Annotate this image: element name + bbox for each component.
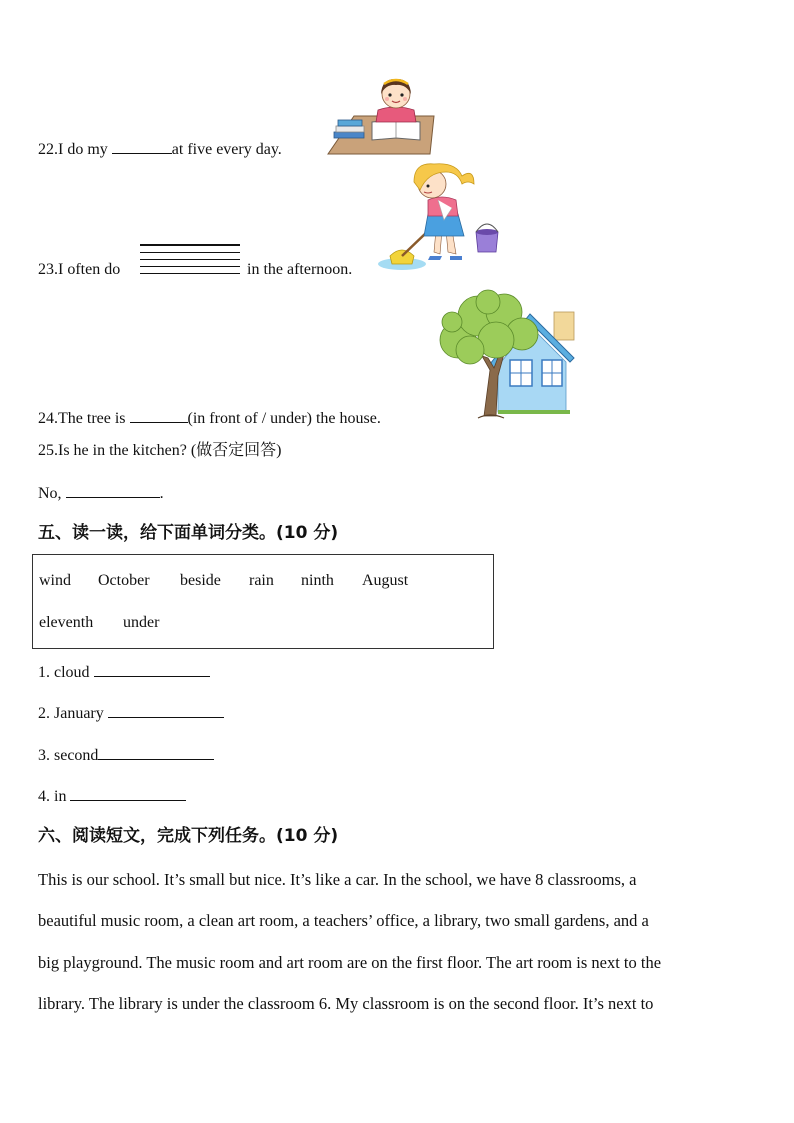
girl-mopping-illustration bbox=[378, 160, 502, 276]
q22-text-before: 22.I do my bbox=[38, 141, 108, 158]
q25-answer-suffix: . bbox=[159, 485, 164, 502]
word-bank-item: eleventh bbox=[39, 614, 94, 631]
classify-item-2 bbox=[38, 703, 224, 724]
section-5-heading: 五、读一读，给下面单词分类。(10 分) bbox=[38, 523, 339, 543]
classify-item-4 bbox=[38, 786, 186, 807]
word-bank-item: October bbox=[98, 572, 150, 589]
question-23 bbox=[38, 260, 120, 280]
word-bank-item: rain bbox=[249, 572, 274, 589]
q23-text-before: 23.I often do bbox=[38, 261, 121, 278]
classify-blank-1[interactable] bbox=[94, 662, 210, 677]
q22-blank[interactable] bbox=[112, 139, 172, 154]
reading-passage-line: big playground. The music room and art room are on the first floor. The art room is next to the bbox=[38, 953, 662, 972]
girl-doing-homework-illustration bbox=[326, 76, 438, 158]
reading-passage-line: This is our school. It’s small but nice. It’s like a car. In the school, we have 8 classrooms, a bbox=[38, 870, 637, 889]
q25-answer-prefix: No, bbox=[38, 485, 62, 502]
q24-text-before: 24.The tree is bbox=[38, 410, 126, 427]
classify-item-1 bbox=[38, 662, 210, 683]
q24-text-after: (in front of / under) the house. bbox=[187, 410, 381, 427]
word-bank-box bbox=[32, 554, 494, 649]
question-22 bbox=[38, 139, 282, 160]
word-bank-item: August bbox=[362, 572, 409, 589]
section-6-heading: 六、阅读短文，完成下列任务。(10 分) bbox=[38, 826, 339, 846]
classify-item-label: 3. second bbox=[38, 747, 99, 764]
word-bank-item: ninth bbox=[301, 572, 334, 589]
classify-item-label: 4. in bbox=[38, 788, 67, 805]
q22-text-after: at five every day. bbox=[171, 141, 282, 158]
classify-blank-4[interactable] bbox=[70, 786, 186, 801]
reading-passage-line: beautiful music room, a clean art room, a teachers’ office, a library, two small gardens, and a bbox=[38, 911, 649, 930]
word-bank-item: beside bbox=[180, 572, 221, 589]
classify-blank-3[interactable] bbox=[98, 745, 214, 760]
question-25: 25.Is he in the kitchen? (做否定回答) bbox=[38, 442, 282, 459]
q24-blank[interactable] bbox=[130, 408, 188, 423]
word-bank-item: wind bbox=[39, 572, 71, 589]
reading-passage-line: library. The library is under the classroom 6. My classroom is on the second floor. It’s next to bbox=[38, 994, 654, 1013]
q25-answer-line bbox=[38, 483, 164, 504]
classify-item-label: 1. cloud bbox=[38, 664, 90, 681]
q25-blank[interactable] bbox=[66, 483, 160, 498]
question-24 bbox=[38, 408, 381, 429]
q23-text-after: in the afternoon. bbox=[247, 261, 353, 278]
q23-blank-lines[interactable] bbox=[140, 244, 240, 276]
tree-and-house-illustration bbox=[438, 286, 598, 422]
classify-item-label: 2. January bbox=[38, 705, 104, 722]
classify-item-3 bbox=[38, 745, 214, 766]
classify-blank-2[interactable] bbox=[108, 703, 224, 718]
word-bank-item: under bbox=[123, 614, 160, 631]
